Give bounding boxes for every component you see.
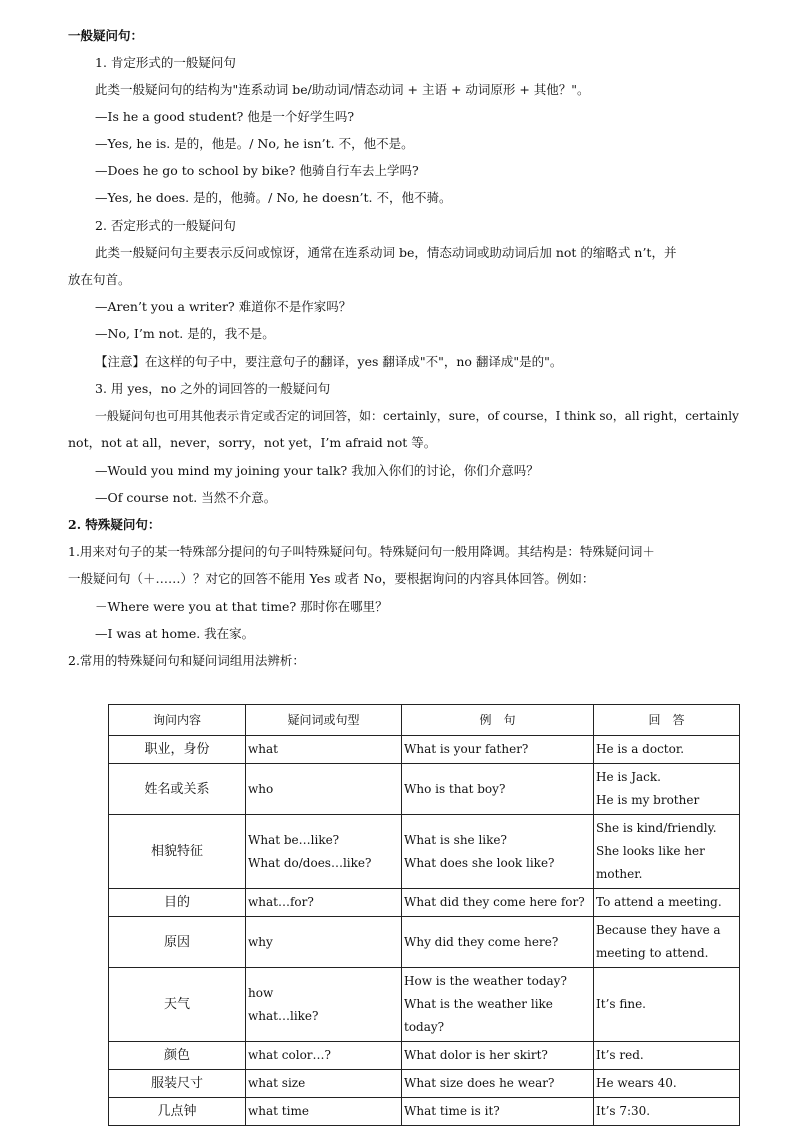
answer-cell-text: It’s fine. — [596, 997, 646, 1011]
example-cell — [402, 815, 594, 889]
topic-cell-text: 几点钟 — [157, 1104, 197, 1119]
example-cell-text: Who is that boy? — [404, 781, 506, 796]
sub2-desc-line1: 此类一般疑问句主要表示反问或惊讶，通常在连系动词 be，情态动词或助动词后加 not 的缩略式 n’t，并 — [95, 245, 677, 260]
table-row — [109, 1098, 740, 1126]
sub2-note: 【注意】在这样的句子中，要注意句子的翻译，yes 翻译成"不"，no 翻译成"是的"。 — [95, 354, 563, 369]
table-row — [109, 917, 740, 968]
table-row — [109, 815, 740, 889]
topic-cell — [109, 917, 246, 968]
example-cell — [402, 968, 594, 1042]
topic-cell-text: 目的 — [163, 895, 190, 910]
section1-title: 一般疑问句： — [68, 28, 144, 43]
sub2-desc-line2: 放在句首。 — [68, 272, 131, 287]
example-cell-text: What is she like? — [404, 832, 507, 847]
example-cell-text: Why did they come here? — [404, 934, 559, 949]
question-word-cell-text: What do/does…like? — [248, 855, 372, 870]
answer-cell — [594, 815, 740, 889]
sub2-example: —Aren’t you a writer? 难道你不是作家吗？ — [95, 299, 352, 314]
example-cell — [402, 1042, 594, 1070]
topic-cell-text: 服装尺寸 — [150, 1076, 203, 1091]
table-row — [109, 968, 740, 1042]
topic-cell — [109, 1098, 246, 1126]
example-cell — [402, 736, 594, 764]
topic-cell — [109, 764, 246, 815]
example-cell — [402, 764, 594, 815]
question-word-table — [108, 704, 740, 1126]
sub1-example: —Is he a good student? 他是一个好学生吗? — [95, 109, 355, 124]
topic-cell — [109, 736, 246, 764]
topic-cell-text: 姓名或关系 — [144, 781, 210, 797]
table-row — [109, 1042, 740, 1070]
section2-title: 2. 特殊疑问句： — [68, 517, 161, 532]
question-word-cell — [246, 736, 402, 764]
example-cell-text: What does she look like? — [404, 855, 555, 870]
topic-cell-text: 相貌特征 — [150, 844, 203, 859]
example-cell — [402, 1070, 594, 1098]
table-header-row — [109, 705, 740, 736]
question-word-cell-text: who — [248, 781, 274, 796]
answer-cell-text: He is my brother — [596, 793, 700, 807]
example-cell-text: What dolor is her skirt? — [404, 1048, 548, 1062]
answer-cell-text: He is a doctor. — [596, 742, 685, 756]
section2-p2: 2.常用的特殊疑问句和疑问词组用法辨析： — [68, 653, 305, 668]
sub2-title: 2. 否定形式的一般疑问句 — [95, 218, 236, 233]
question-word-cell-text: what — [248, 742, 278, 756]
question-word-cell — [246, 1070, 402, 1098]
answer-cell-text: He is Jack. — [596, 770, 661, 784]
answer-cell-text: meeting to attend. — [596, 946, 709, 960]
sub2-example: —No, I’m not. 是的，我不是。 — [95, 326, 275, 341]
table-row — [109, 1070, 740, 1098]
section2-example: —I was at home. 我在家。 — [95, 626, 255, 641]
table-header-cell: 回 答 — [594, 705, 740, 736]
example-cell-text: What is the weather like today? — [404, 997, 553, 1034]
table-row — [109, 736, 740, 764]
table-row — [109, 889, 740, 917]
question-word-cell — [246, 889, 402, 917]
answer-cell-text: He wears 40. — [596, 1076, 677, 1090]
question-word-cell — [246, 1098, 402, 1126]
sub1-example: —Yes, he is. 是的，他是。/ No, he isn’t. 不，他不是。 — [95, 136, 414, 151]
question-word-cell-text: what size — [248, 1076, 306, 1090]
topic-cell — [109, 889, 246, 917]
question-word-cell-text: how — [248, 985, 274, 1000]
question-word-cell — [246, 917, 402, 968]
section2-p1-line1: 1.用来对句子的某一特殊部分提问的句子叫特殊疑问句。特殊疑问句一般用降调。其结构是：特殊疑问词＋ — [68, 544, 655, 559]
question-word-cell — [246, 1042, 402, 1070]
sub3-desc-line1: 一般疑问句也可用其他表示肯定或否定的词回答，如：certainly，sure，of course，I think so，all right，certainly — [95, 409, 739, 423]
question-word-cell — [246, 764, 402, 815]
answer-cell — [594, 889, 740, 917]
topic-cell-text: 职业，身份 — [144, 742, 210, 757]
example-cell-text: What size does he wear? — [404, 1076, 555, 1090]
topic-cell — [109, 1070, 246, 1098]
table-row — [109, 764, 740, 815]
sub1-title: 1. 肯定形式的一般疑问句 — [95, 55, 236, 70]
example-cell-text: What time is it? — [404, 1104, 500, 1118]
answer-cell — [594, 1070, 740, 1098]
example-cell — [402, 889, 594, 917]
sub3-example: —Would you mind my joining your talk? 我加入你们的讨论，你们介意吗？ — [95, 463, 539, 478]
answer-cell — [594, 736, 740, 764]
example-cell-text: How is the weather today? — [404, 974, 567, 988]
table-header-cell: 疑问词或句型 — [246, 705, 402, 736]
topic-cell — [109, 815, 246, 889]
question-word-cell-text: what color…? — [248, 1048, 331, 1062]
answer-cell-text: She looks like her — [596, 844, 705, 858]
question-word-cell-text: what…for? — [248, 895, 314, 909]
example-cell-text: What did they come here for? — [404, 895, 585, 909]
topic-cell — [109, 968, 246, 1042]
example-cell — [402, 917, 594, 968]
answer-cell — [594, 1042, 740, 1070]
sub1-example: —Does he go to school by bike? 他骑自行车去上学吗? — [95, 163, 419, 178]
sub3-title: 3. 用 yes，no 之外的词回答的一般疑问句 — [95, 381, 331, 396]
answer-cell-text: To attend a meeting. — [596, 895, 722, 909]
answer-cell-text: It’s red. — [596, 1048, 644, 1062]
answer-cell — [594, 917, 740, 968]
answer-cell-text: It’s 7:30. — [596, 1104, 651, 1118]
question-word-cell — [246, 815, 402, 889]
table-header-cell: 例 句 — [402, 705, 594, 736]
section2-example: －Where were you at that time? 那时你在哪里？ — [95, 599, 388, 614]
answer-cell — [594, 968, 740, 1042]
answer-cell — [594, 764, 740, 815]
topic-cell-text: 天气 — [163, 997, 190, 1012]
sub1-desc: 此类一般疑问句的结构为"连系动词 be/助动词/情态动词 + 主语 + 动词原形 + 其他？"。 — [95, 82, 590, 97]
topic-cell-text: 原因 — [163, 934, 190, 950]
answer-cell-text: She is kind/friendly. — [596, 821, 717, 835]
question-word-cell — [246, 968, 402, 1042]
answer-cell-text: Because they have a — [596, 923, 721, 937]
question-word-cell-text: what time — [248, 1104, 309, 1118]
table-header-cell: 询问内容 — [109, 705, 246, 736]
sub1-example: —Yes, he does. 是的，他骑。/ No, he doesn’t. 不，他不骑。 — [95, 190, 452, 205]
example-cell — [402, 1098, 594, 1126]
sub3-example: —Of course not. 当然不介意。 — [95, 490, 277, 505]
example-cell-text: What is your father? — [404, 742, 529, 756]
question-word-cell-text: why — [248, 934, 273, 949]
topic-cell — [109, 1042, 246, 1070]
answer-cell — [594, 1098, 740, 1126]
question-word-cell-text: What be…like? — [248, 832, 340, 847]
table-body — [109, 736, 740, 1126]
question-word-cell-text: what…like? — [248, 1008, 319, 1023]
section2-p1-line2: 一般疑问句（＋……）？对它的回答不能用 Yes 或者 No，要根据询问的内容具体回答。例如： — [68, 571, 595, 586]
answer-cell-text: mother. — [596, 867, 643, 881]
topic-cell-text: 颜色 — [163, 1048, 190, 1063]
sub3-desc-line2: not，not at all，never，sorry，not yet，I’m afraid not 等。 — [68, 435, 437, 450]
